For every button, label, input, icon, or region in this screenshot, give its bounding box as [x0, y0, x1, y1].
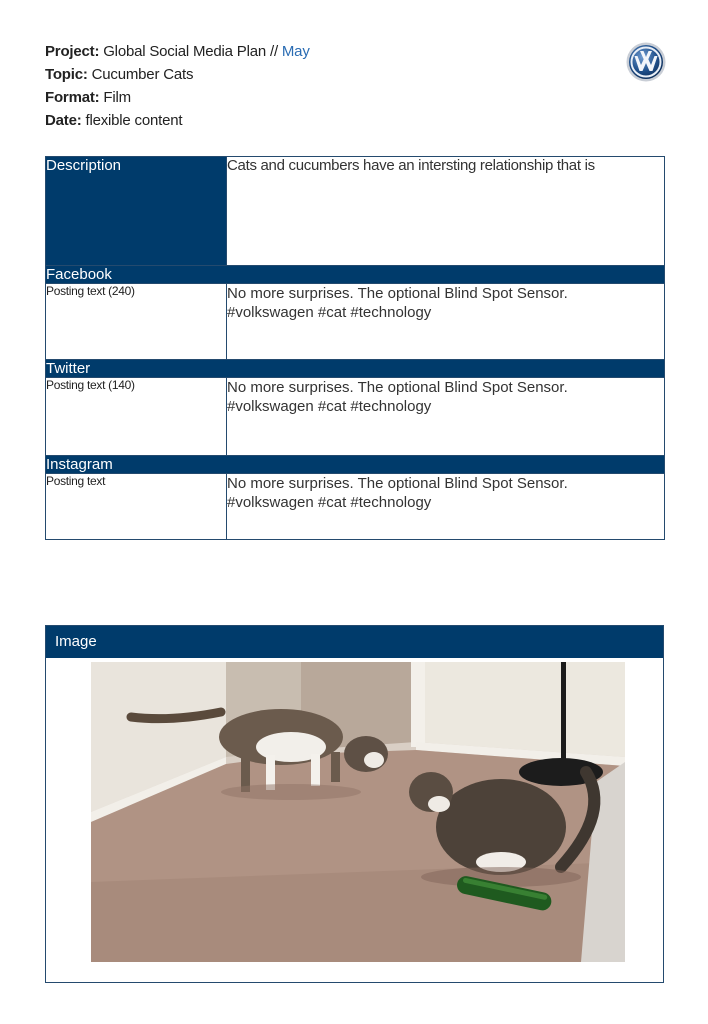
instagram-field-label: Posting text [46, 474, 227, 540]
format-line: Format: Film [45, 89, 131, 106]
twitter-field-label: Posting text (140) [46, 378, 227, 456]
facebook-heading: Facebook [46, 266, 665, 284]
instagram-heading: Instagram [46, 456, 665, 474]
instagram-post-row [46, 474, 665, 540]
date-line: Date: flexible content [45, 112, 183, 129]
instagram-post-line2: #volkswagen #cat #technology [227, 494, 432, 511]
description-row [46, 157, 665, 266]
facebook-post-row [46, 284, 665, 360]
image-section [45, 625, 664, 983]
topic-line: Topic: Cucumber Cats [45, 66, 194, 83]
facebook-header-row [46, 266, 665, 284]
twitter-heading: Twitter [46, 360, 665, 378]
cats-and-cucumber-photo [91, 662, 625, 962]
volkswagen-logo [626, 42, 666, 82]
image-heading: Image [46, 626, 663, 658]
facebook-post-text [227, 284, 665, 360]
facebook-field-label: Posting text (240) [46, 284, 227, 360]
twitter-post-row [46, 378, 665, 456]
instagram-post-text [227, 474, 665, 540]
instagram-header-row [46, 456, 665, 474]
description-label: Description [46, 157, 227, 266]
twitter-post-text [227, 378, 665, 456]
content-table [45, 156, 665, 540]
twitter-post-line1: No more surprises. The optional Blind Spot Sensor. [227, 379, 568, 396]
facebook-post-line2: #volkswagen #cat #technology [227, 304, 432, 321]
project-meta [45, 40, 310, 132]
twitter-header-row [46, 360, 665, 378]
twitter-post-line2: #volkswagen #cat #technology [227, 398, 432, 415]
project-line: Project: Global Social Media Plan // May [45, 43, 310, 60]
facebook-post-line1: No more surprises. The optional Blind Spot Sensor. [227, 285, 568, 302]
description-text: Cats and cucumbers have an intersting relationship that is [227, 157, 665, 266]
instagram-post-line1: No more surprises. The optional Blind Spot Sensor. [227, 475, 568, 492]
